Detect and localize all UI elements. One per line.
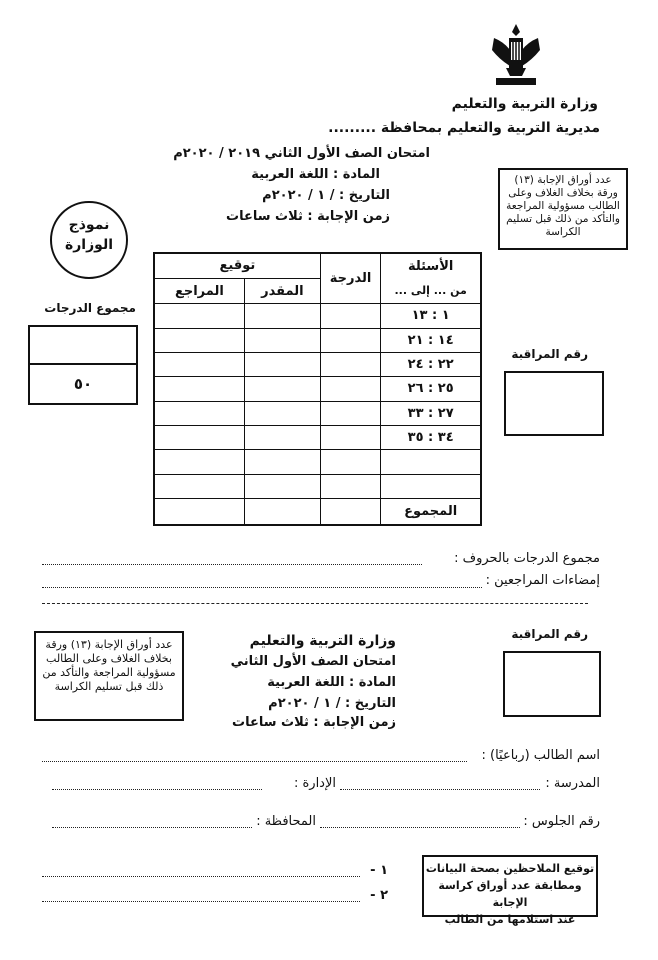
question-range: ١ : ١٣ — [381, 304, 481, 328]
seat-number-label: رقم الجلوس : — [523, 814, 600, 829]
ministry-model-stamp — [50, 201, 128, 279]
question-range: ٢٢ : ٢٤ — [381, 352, 481, 376]
table-row — [154, 474, 481, 498]
question-range: ٢٧ : ٣٣ — [381, 401, 481, 425]
table-row — [154, 377, 481, 401]
slip-sheets-note: عدد أوراق الإجابة (١٣) ورقة بخلاف الغلاف وعلى الطالب مسؤولية المراجعة والتأكد من ذلك قبل تسليم الكراسة — [34, 631, 184, 721]
student-name-field[interactable] — [42, 761, 467, 762]
slip-duration: زمن الإجابة : ثلاث ساعات — [232, 715, 396, 730]
proctor-number-label: رقم المراقبة — [511, 347, 588, 361]
observer-1-label: ١ - — [370, 863, 388, 878]
observer-1-field[interactable] — [42, 876, 360, 877]
grades-in-words-field[interactable] — [42, 564, 422, 565]
directorate-title: مديرية التربية والتعليم بمحافظة ......... — [328, 120, 600, 136]
slip-subject: المادة : اللغة العربية — [267, 675, 396, 690]
table-row — [154, 425, 481, 449]
observers-note-box — [422, 855, 598, 926]
slip-date: التاريخ : / ١ / ٢٠٢٠م — [268, 696, 396, 711]
date-line: التاريخ : / ١ / ٢٠٢٠م — [262, 188, 390, 203]
governorate-label: المحافظة : — [256, 814, 316, 829]
table-row — [154, 304, 481, 328]
signature-header: توقيع — [154, 253, 320, 278]
slip-ministry: وزارة التربية والتعليم — [249, 633, 396, 649]
proctor-number-box[interactable] — [504, 371, 604, 436]
table-row — [154, 328, 481, 352]
answer-sheets-note: عدد أوراق الإجابة (١٣) ورقة بخلاف الغلاف وعلى الطالب مسؤولية المراجعة والتأكد من ذلك قبل تسليم الكراسة — [498, 168, 628, 250]
question-range: ٢٥ : ٢٦ — [381, 377, 481, 401]
governorate-field[interactable] — [52, 827, 252, 828]
total-grades-label: مجموع الدرجات — [44, 301, 136, 315]
grades-table — [153, 252, 482, 526]
table-row — [154, 401, 481, 425]
reviewers-signatures-label: إمضاءات المراجعين : — [485, 573, 600, 588]
table-row — [154, 352, 481, 376]
reviewer-header: المراجع — [154, 278, 244, 303]
questions-header: الأسئلة — [381, 253, 481, 278]
slip-proctor-label: رقم المراقبة — [511, 627, 588, 641]
observers-note-line1: توقيع الملاحظين بصحة البيانات — [425, 862, 595, 875]
question-range: ٣٤ : ٣٥ — [381, 425, 481, 449]
table-total-row — [154, 498, 481, 525]
stamp-line1: نموذج — [68, 217, 110, 233]
school-field[interactable] — [340, 789, 540, 790]
total-label: المجموع — [381, 498, 481, 525]
cut-line — [42, 603, 588, 604]
slip-exam-title: امتحان الصف الأول الثاني — [230, 654, 396, 669]
subject-line: المادة : اللغة العربية — [251, 167, 380, 182]
question-range — [381, 474, 481, 498]
administration-field[interactable] — [52, 789, 262, 790]
student-name-label: اسم الطالب (رباعيًا) : — [481, 748, 600, 763]
eagle-emblem-icon — [486, 20, 546, 88]
observer-2-label: ٢ - — [370, 888, 388, 903]
corrector-header: المقدر — [244, 278, 320, 303]
grade-header: الدرجة — [320, 253, 380, 304]
grades-in-words-label: مجموع الدرجات بالحروف : — [454, 551, 600, 566]
question-range — [381, 450, 481, 474]
reviewers-signatures-field[interactable] — [42, 587, 482, 588]
duration-line: زمن الإجابة : ثلاث ساعات — [226, 209, 390, 224]
total-grades-input[interactable] — [28, 325, 138, 365]
exam-title: امتحان الصف الأول الثاني ٢٠١٩ / ٢٠٢٠م — [173, 146, 430, 161]
school-label: المدرسة : — [545, 776, 600, 791]
seat-number-field[interactable] — [320, 827, 520, 828]
observers-note-line3: عند استلامها من الطالب — [444, 913, 576, 926]
question-range: ١٤ : ٢١ — [381, 328, 481, 352]
ministry-title: وزارة التربية والتعليم — [451, 96, 598, 112]
stamp-line2: الوزارة — [64, 237, 113, 253]
observers-note-line2: ومطابقة عدد أوراق كراسة الإجابة — [438, 879, 582, 909]
slip-proctor-box[interactable] — [503, 651, 601, 717]
observer-2-field[interactable] — [42, 901, 360, 902]
table-row — [154, 450, 481, 474]
from-to-header: من ... إلى ... — [381, 278, 481, 303]
total-grades-max: ٥٠ — [28, 365, 138, 405]
administration-label: الإدارة : — [293, 776, 336, 791]
